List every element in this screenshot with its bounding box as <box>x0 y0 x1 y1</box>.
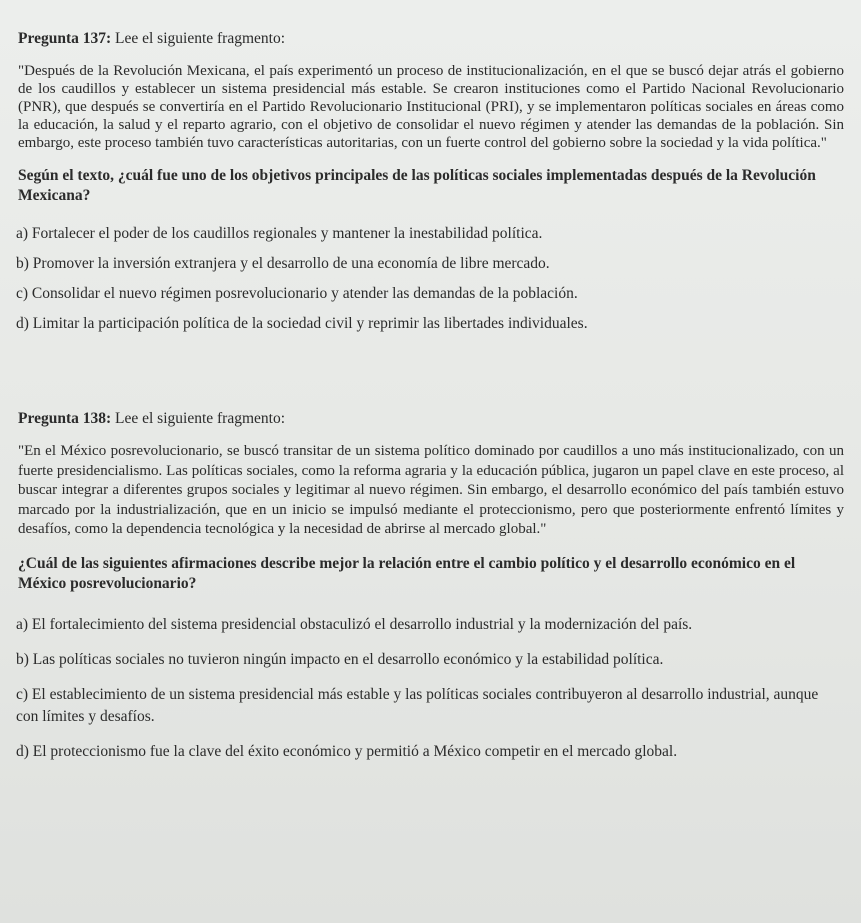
question-heading <box>18 30 844 48</box>
question-prompt: ¿Cuál de las siguientes afirmaciones describe mejor la relación entre el cambio político y el desarrollo económico en el México posrevolucionario? <box>18 554 796 592</box>
option-c[interactable]: c) Consolidar el nuevo régimen posrevolucionario y atender las demandas de la población. <box>16 285 578 302</box>
question-number: Pregunta 138: <box>18 410 112 427</box>
question-number: Pregunta 137: <box>18 30 112 47</box>
question-prompt: Según el texto, ¿cuál fue uno de los objetivos principales de las políticas sociales implementadas después de la Revolución Mexicana? <box>18 167 816 204</box>
option-d[interactable]: d) El proteccionismo fue la clave del éxito económico y permitió a México competir en el mercado global. <box>16 742 678 760</box>
question-intro: Lee el siguiente fragmento: <box>115 410 286 427</box>
option-c[interactable]: c) El establecimiento de un sistema presidencial más estable y las políticas sociales contribuyeron al desarrollo industrial, aunque con límites y desafíos. <box>16 685 819 725</box>
passage-text: "En el México posrevolucionario, se buscó transitar de un sistema político dominado por caudillos a uno más institucionalizado, con un fuerte presidencialismo. Las políticas sociales, como la reforma agraria y la educación pública, jugaron un papel clave en este proceso, al buscar integrar a diferentes grupos sociales y legitimar al nuevo régimen. Sin embargo, el desarrollo económico del país también estuvo marcado por la industrialización, que en un inicio se impulsó mediante el proteccionismo, pero que posteriormente enfrentó límites y desafíos, como la dependencia tecnológica y la necesidad de abrirse al mercado global." <box>18 443 844 537</box>
option-a[interactable]: a) Fortalecer el poder de los caudillos regionales y mantener la inestabilidad política. <box>16 225 543 242</box>
answer-options <box>14 614 844 763</box>
option-b[interactable]: b) Las políticas sociales no tuvieron ningún impacto en el desarrollo económico y la estabilidad política. <box>16 650 664 668</box>
passage-text: "Después de la Revolución Mexicana, el país experimentó un proceso de institucionalización, en el que se buscó dejar atrás el gobierno de los caudillos y establecer un sistema presidencial más estable. Se crearon instituciones como el Partido Nacional Revolucionario (PNR), que después se convertiría en el Partido Revolucionario Institucional (PRI), y se implementaron políticas sociales en áreas como la educación, la salud y el reparto agrario, con el objetivo de consolidar el nuevo régimen y atender las demandas de la población. Sin embargo, este proceso también tuvo características autoritarias, con un fuerte control del gobierno sobre la sociedad y la vida política." <box>18 63 844 151</box>
option-b[interactable]: b) Promover la inversión extranjera y el desarrollo de una economía de libre mercado. <box>16 255 550 272</box>
option-d[interactable]: d) Limitar la participación política de la sociedad civil y reprimir las libertades individuales. <box>16 315 588 332</box>
question-138 <box>14 410 844 776</box>
question-heading <box>18 410 844 428</box>
question-137 <box>14 30 844 344</box>
question-intro: Lee el siguiente fragmento: <box>115 30 286 47</box>
option-a[interactable]: a) El fortalecimiento del sistema presidencial obstaculizó el desarrollo industrial y la modernización del país. <box>16 615 693 633</box>
answer-options <box>14 224 844 334</box>
